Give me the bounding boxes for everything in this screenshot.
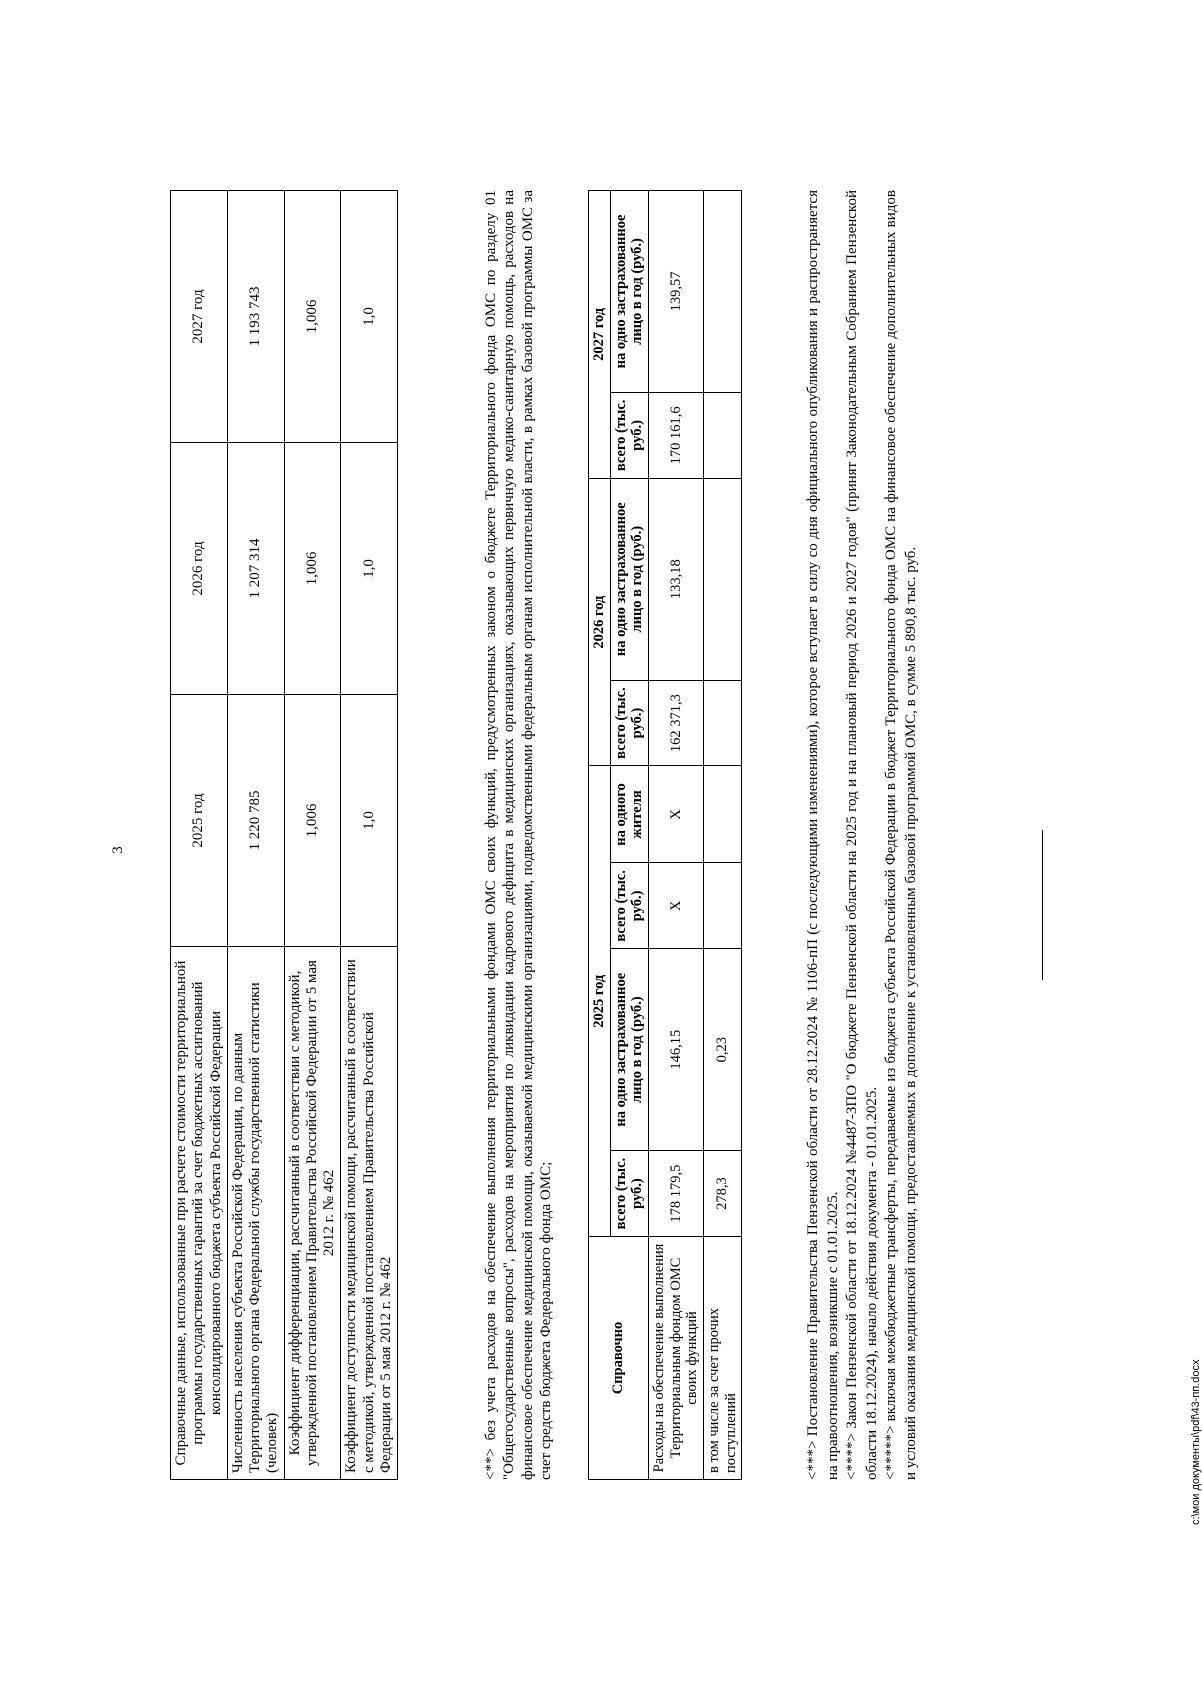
sub-per-resident: на одного жителя: [610, 766, 648, 863]
cell-value: 1,0: [341, 443, 398, 695]
sub-per-insured: на одно застрахованное лицо в год (руб.): [610, 949, 648, 1151]
table-row: [171, 191, 228, 1480]
cell-value: 1,006: [284, 695, 341, 947]
header-2025: 2025 год: [171, 695, 228, 947]
year-2026-header: 2026 год: [589, 478, 611, 766]
cell-value: [704, 680, 742, 766]
footnote-double-star: <**> без учета расходов на обеспечение выполнения территориальными фондами ОМС своих функций, предусмотренных законом о бюджете Территориального фонда ОМС по разделу 01 "Общегосударственные вопросы", расходов на мероприятия по ликвидации кадрового дефицита в медицинских организациях, оказывающих первичную медико-санитарную помощь, расходов на финансовое обеспечение медицинской помощи, оказываемой медицинскими организациями, подведомственными федеральным органам исполнительной власти, в рамках базовой программы ОМС за счет средств бюджета Федерального фонда ОМС;: [483, 190, 554, 1480]
reference-expenses-table: [588, 190, 742, 1480]
cell-value: [704, 766, 742, 863]
cell-value: 139,57: [649, 191, 704, 393]
page-number: 3: [110, 846, 126, 854]
cell-value: 1,0: [341, 695, 398, 947]
cell-value: 162 371,3: [649, 680, 704, 766]
cell-value: 146,15: [649, 949, 704, 1151]
table-row: [704, 191, 742, 1480]
cell-value: [704, 392, 742, 478]
cell-value: 1,006: [284, 191, 341, 443]
row-label: Численность населения субъекта Российской Федерации, по данным Территориального органа Федеральной службы государственной статистики (человек): [227, 947, 284, 1480]
header-label: Справочные данные, использованные при расчете стоимости территориальной программы государственных гарантий за счет бюджетных ассигнований консолидированного бюджета субъекта Российской Федерации: [171, 947, 228, 1480]
year-2025-header: 2025 год: [589, 766, 611, 1237]
cell-value: 178 179,5: [649, 1151, 704, 1237]
cell-value: 0,23: [704, 949, 742, 1151]
cell-value: 133,18: [649, 478, 704, 680]
sub-total: всего (тыс. руб.): [610, 392, 648, 478]
cell-value: [704, 191, 742, 393]
ref-label: Справочно: [589, 1237, 649, 1480]
table-row: [649, 191, 704, 1480]
sub-per-insured: на одно застрахованное лицо в год (руб.): [610, 191, 648, 393]
separator-line: [1042, 830, 1043, 980]
header-2026: 2026 год: [171, 443, 228, 695]
sub-total: всего (тыс. руб.): [610, 680, 648, 766]
sub-total: всего (тыс. руб.): [610, 1151, 648, 1237]
row-label: Коэффициент дифференциации, рассчитанный в соответствии с методикой, утвержденной постановлением Правительства Российской Федерации от 5 мая 2012 г. № 462: [284, 947, 341, 1480]
row-label: в том числе за счет прочих поступлений: [704, 1237, 742, 1480]
cell-value: 1 193 743: [227, 191, 284, 443]
header-2027: 2027 год: [171, 191, 228, 443]
table-row: [227, 191, 284, 1480]
row-label: Расходы на обеспечение выполнения Территориальным фондом ОМС своих функций: [649, 1237, 704, 1480]
cell-value: 1,0: [341, 191, 398, 443]
cell-value: [704, 863, 742, 949]
sub-per-insured: на одно застрахованное лицо в год (руб.): [610, 478, 648, 680]
cell-value: 170 161,6: [649, 392, 704, 478]
cell-value: 278,3: [704, 1151, 742, 1237]
table-row: [341, 191, 398, 1480]
footnote-triple-star: <***> Постановление Правительства Пензенской области от 28.12.2024 № 1106-пП (с последующими изменениями), которое вступает в силу со дня официального опубликования и распространяется на правоотношения, возникшие с 01.01.2025.: [805, 190, 841, 1480]
footnotes: [804, 190, 921, 1480]
table-row: [284, 191, 341, 1480]
cell-value: Х: [649, 766, 704, 863]
year-2027-header: 2027 год: [589, 191, 611, 479]
rotated-landscape-content: [110, 80, 1070, 1620]
cell-value: 1,006: [284, 443, 341, 695]
cell-value: 1 207 314: [227, 443, 284, 695]
cell-value: 1 220 785: [227, 695, 284, 947]
file-path-footer: c:\мои документы\pdf\43-пп.docx: [1190, 1359, 1202, 1525]
table-header-row: [589, 191, 611, 1480]
sub-total: всего (тыс. руб.): [610, 863, 648, 949]
reference-data-table: [170, 190, 398, 1480]
footnote-quad-star: <****> Закон Пензенской области от 18.12.2024 №4487-ЗПО "О бюджете Пензенской области на 2025 год и на плановый период 2026 и 2027 годов" (принят Законодательным Собранием Пензенской области 18.12.2024), начало действия документа - 01.01.2025.: [844, 190, 880, 1480]
cell-value: [704, 478, 742, 680]
row-label: Коэффициент доступности медицинской помощи, рассчитанный в соответствии с методикой, утвержденной постановлением Правительства Российской Федерации от 5 мая 2012 г. № 462: [341, 947, 398, 1480]
cell-value: Х: [649, 863, 704, 949]
footnote-five-star: <*****> включая межбюджетные трансферты, передаваемые из бюджета субъекта Российской Федерации в бюджет Территориального фонда ОМС на финансовое обеспечение дополнительных видов и условий оказания медицинской помощи, предоставляемых в дополнение к установленным базовой программой ОМС, в сумме 5 890,8 тыс. руб.: [883, 190, 919, 1480]
